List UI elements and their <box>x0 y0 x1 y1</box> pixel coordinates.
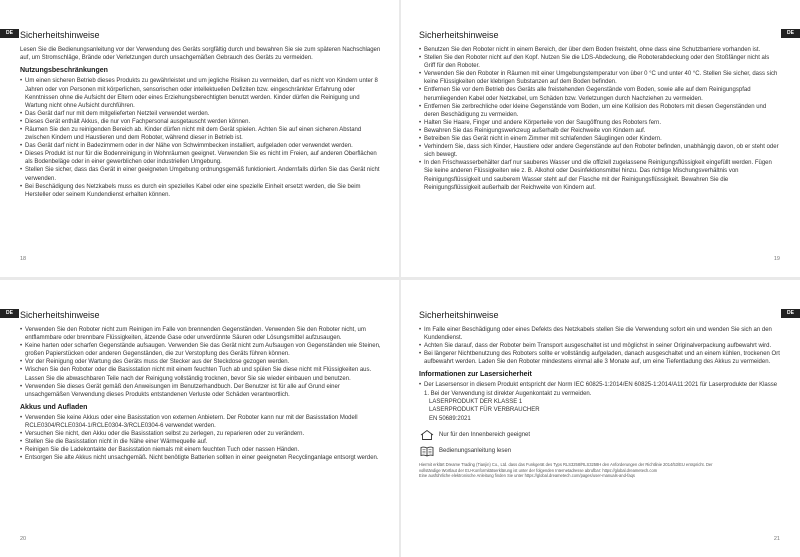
list-item: • Verwenden Sie den Roboter nicht zum Reinigen im Falle von brennenden Gegenständen. Verwenden Sie den Roboter nicht, um entflammbare oder brennbare Flüssigkeiten, ätzende Gase oder unverdünnte Säuren oder Lösungsmittel aufzusaugen. <box>20 326 381 342</box>
list-item: • Dieses Gerät enthält Akkus, die nur von Fachpersonal ausgetauscht werden können. <box>20 118 381 126</box>
list-item: • Keine harten oder scharfen Gegenstände aufsaugen. Verwenden Sie das Gerät nicht zum Aufsaugen von Gegenständen wie Steinen, großen Papierstücken oder anderen Gegenständen, die zur Verstopfung des Geräts führen können. <box>20 342 381 358</box>
page-number: 21 <box>773 536 780 542</box>
house-icon <box>419 429 435 441</box>
list-item: • Verwenden Sie keine Akkus oder eine Basisstation von externen Anbietern. Der Roboter kann nur mit der Basisstation Modell RCLE0304/RCLE0304-1/RCLE0304-3/RCLE0304-6 verwendet werden. <box>20 414 381 430</box>
language-tab: DE <box>781 309 800 318</box>
page-20 <box>0 280 399 557</box>
section-title: Sicherheitshinweise <box>419 310 499 320</box>
list-item: • Verhindern Sie, dass sich Kinder, Haustiere oder andere Gegenstände auf den Roboter befinden, unabhängig davon, ob er steht oder sich bewegt. <box>419 143 780 159</box>
list-item: • Versuchen Sie nicht, den Akku oder die Basisstation selbst zu zerlegen, zu reparieren oder zu verändern. <box>20 430 381 438</box>
list-item: • Verwenden Sie dieses Gerät gemäß den Anweisungen im Benutzerhandbuch. Der Benutzer ist für alle auf Grund einer unsachgemäßen Verwendung dieses Produkts entstandenen Verluste oder Schäden verantwortlich. <box>20 383 381 399</box>
list-item: • Das Gerät darf nur mit dem mitgelieferten Netzteil verwendet werden. <box>20 110 381 118</box>
list-item: • Dieses Produkt ist nur für die Bodenreinigung in Wohnräumen geeignet. Verwenden Sie es nicht im Freien, auf anderen Oberflächen als Bodenbeläge oder in einer gewerblichen oder industriellen Umgebung. <box>20 150 381 166</box>
list-item: • Räumen Sie den zu reinigenden Bereich ab. Kinder dürfen nicht mit dem Gerät spielen. Achten Sie auf einen sicheren Abstand zwischen Kindern und Haustieren und dem Roboter, während dieser in Betrieb ist. <box>20 126 381 142</box>
page-19-content <box>419 30 780 192</box>
safety-list <box>419 326 780 366</box>
section-title: Sicherheitshinweise <box>419 30 499 40</box>
language-tab: DE <box>0 309 19 318</box>
declaration-line: vollständige Wortlaut der EU-Konformitätserklärung ist unter der folgenden Internetadresse abrufbar: https://global.dreametech.com <box>419 467 658 473</box>
page-number: 18 <box>20 256 27 262</box>
usage-restrictions-list <box>20 77 381 198</box>
laser-consumer-line: LASERPRODUKT FÜR VERBRAUCHER <box>429 407 540 414</box>
list-item: • Stellen Sie den Roboter nicht auf den Kopf. Nutzen Sie die LDS-Abdeckung, die Roboterabdeckung oder den Stoßfänger nicht als Griff für den Roboter. <box>419 54 780 70</box>
page-18-content <box>20 30 381 199</box>
indoor-only-text: Nur für den Innenbereich geeignet <box>439 432 531 439</box>
page-20-content <box>20 310 381 462</box>
list-item: • Stellen Sie sicher, dass das Gerät in einer geeigneten Umgebung ordnungsgemäß funktioniert. Andernfalls dürfen Sie das Gerät nicht verwenden. <box>20 166 381 182</box>
indoor-only-notice <box>419 429 780 441</box>
read-manual-notice <box>419 445 780 457</box>
laser-standard-line: EN 50689:2021 <box>429 415 471 422</box>
page-number: 19 <box>773 256 780 262</box>
list-item: • Reinigen Sie die Ladekontakte der Basisstation niemals mit einem feuchten Tuch oder nassen Händen. <box>20 446 381 454</box>
page-21-content <box>419 310 780 479</box>
list-item: • Stellen Sie die Basisstation nicht in die Nähe einer Wärmequelle auf. <box>20 438 381 446</box>
list-item: • In den Frischwasserbehälter darf nur sauberes Wasser und die offiziell zugelassene Reinigungsflüssigkeit eingefüllt werden. Fügen Sie keine anderen Flüssigkeiten wie z. B. Alkohol oder Desinfektionsmittel hinzu. Das richtige Mischungsverhältnis von Reinigungsflüssigkeit und sauberem Wasser steht auf der Flasche mit der Reinigungsflüssigkeit. Bewahren Sie die Reinigungsflüssigkeit außerhalb der Reichweite von Kindern auf. <box>419 159 780 191</box>
list-item: • Bei längerer Nichtbenutzung des Roboters sollte er vollständig aufgeladen, danach ausgeschaltet und an einem kühlen, trockenen Ort aufbewahrt werden. Laden Sie den Roboter mindestens einmal alle 3 Monate auf, um eine Tiefentladung des Akkus zu vermeiden. <box>419 350 780 366</box>
list-item: • Das Gerät darf nicht in Badezimmern oder in der Nähe von Schwimmbecken installiert, aufgeladen oder verwendet werden. <box>20 142 381 150</box>
list-item: • Entsorgen Sie alte Akkus nicht unsachgemäß. Nicht benötigte Batterien sollten in einer geeigneten Recyclinganlage entsorgt werden. <box>20 454 381 462</box>
list-item: • Verwenden Sie den Roboter in Räumen mit einer Umgebungstemperatur von über 0 °C und unter 40 °C. Stellen Sie sicher, dass sich keine Flüssigkeiten oder klebrigen Substanzen auf dem Boden befinden. <box>419 70 780 86</box>
language-tab: DE <box>781 29 800 38</box>
declaration-text <box>419 462 780 479</box>
declaration-line: Eine ausführliche elektronische Anleitung finden Sie unter https://global.dreametech.com/pages/user-manuals-and-faqs <box>419 473 635 479</box>
page-21 <box>401 280 800 557</box>
page-18 <box>0 0 399 277</box>
laser-list <box>419 381 780 397</box>
section-title: Sicherheitshinweise <box>20 310 100 320</box>
list-item: • Vor der Reinigung oder Wartung des Geräts muss der Stecker aus der Steckdose gezogen werden. <box>20 358 381 366</box>
list-item: • Halten Sie Haare, Finger und andere Körperteile von der Saugöffnung des Roboters fern. <box>419 119 780 127</box>
subheading-laser-safety: Informationen zur Lasersicherheit <box>419 371 532 379</box>
list-item: • Entfernen Sie zerbrechliche oder kleine Gegenstände vom Boden, um eine Kollision des Roboters mit diesen Gegenständen und deren Beschädigung zu vermeiden. <box>419 103 780 119</box>
list-item: • Wischen Sie den Roboter oder die Basisstation nicht mit einem feuchten Tuch ab und spülen Sie diese nicht mit Flüssigkeiten aus. Lassen Sie die abwaschbaren Teile nach der Reinigung vollständig trocknen, bevor Sie sie wieder einbauen und benutzen. <box>20 366 381 382</box>
list-item: • Bewahren Sie das Reinigungswerkzeug außerhalb der Reichweite von Kindern auf. <box>419 127 780 135</box>
subheading-usage-restrictions: Nutzungsbeschränkungen <box>20 67 108 75</box>
language-tab: DE <box>0 29 19 38</box>
battery-list <box>20 414 381 463</box>
list-item: • Bei Beschädigung des Netzkabels muss es durch ein spezielles Kabel oder eine spezielle Einheit ersetzt werden, die Sie beim Hersteller oder seinem Kundendienst erhalten können. <box>20 183 381 199</box>
list-item: • Achten Sie darauf, dass der Roboter beim Transport ausgeschaltet ist und möglichst in seiner Originalverpackung aufbewahrt wird. <box>419 342 780 350</box>
list-item: • Entfernen Sie vor dem Betrieb des Geräts alle freistehenden Gegenstände vom Boden, sowie alle auf dem Reinigungspfad herumliegenden Kabel oder Netzkabel, um Schäden bzw. Verletzungen durch Nachziehen zu vermeiden. <box>419 86 780 102</box>
safety-list <box>20 326 381 399</box>
safety-list <box>419 46 780 192</box>
intro-paragraph: Lesen Sie die Bedienungsanleitung vor der Verwendung des Geräts sorgfältig durch und bewahren Sie sie zum späteren Nachschlagen auf, um Stromschläge, Brände oder Verletzungen durch unsachgemäßen Gebrauch des Geräts zu vermeiden. <box>20 47 381 62</box>
list-item: • Im Falle einer Beschädigung oder eines Defekts des Netzkabels stellen Sie die Verwendung sofort ein und wenden Sie sich an den Kundendienst. <box>419 326 780 342</box>
list-item: • Betreiben Sie das Gerät nicht in einem Zimmer mit schlafenden Säuglingen oder Kindern. <box>419 135 780 143</box>
manual-book-icon <box>419 445 435 457</box>
list-item: • Der Lasersensor in diesem Produkt entspricht der Norm IEC 60825-1:2014/EN 60825-1:2014/A11:2021 für Laserprodukte der Klasse 1. Bei der Verwendung ist direkter Augenkontakt zu vermeiden. <box>419 381 780 397</box>
read-manual-text: Bedienungsanleitung lesen <box>439 448 512 455</box>
page-number: 20 <box>20 536 27 542</box>
laser-class-line: LASERPRODUKT DER KLASSE 1 <box>429 398 523 405</box>
list-item: • Um einen sicheren Betrieb dieses Produkts zu gewährleistet und um jegliche Risiken zu vermeiden, darf es nicht von Kindern unter 8 Jahren oder von Personen mit körperlichen, sensorischen oder intellektuellen Defiziten bzw. eingeschränkter Erfahrung oder Kenntnissen ohne die Aufsicht der Eltern oder eines Erziehungsberechtigten benutzt werden. Kinder dürfen die Reinigung und Wartung nicht ohne Aufsicht durchführen. <box>20 77 381 109</box>
page-19 <box>401 0 800 277</box>
section-title: Sicherheitshinweise <box>20 30 100 40</box>
list-item: • Benutzen Sie den Roboter nicht in einem Bereich, der über dem Boden freisteht, ohne dass eine Schutzbarriere vorhanden ist. <box>419 46 780 54</box>
subheading-battery-charging: Akkus und Aufladen <box>20 403 88 411</box>
declaration-line: Hiermit erklärt Dreame Trading (Tianjin) Co., Ltd. dass das Funkgerät des Typs RLS3258/RLS3258H den Anforderungen der Richtlinie 2014/53/EU entspricht. Der <box>419 462 713 468</box>
